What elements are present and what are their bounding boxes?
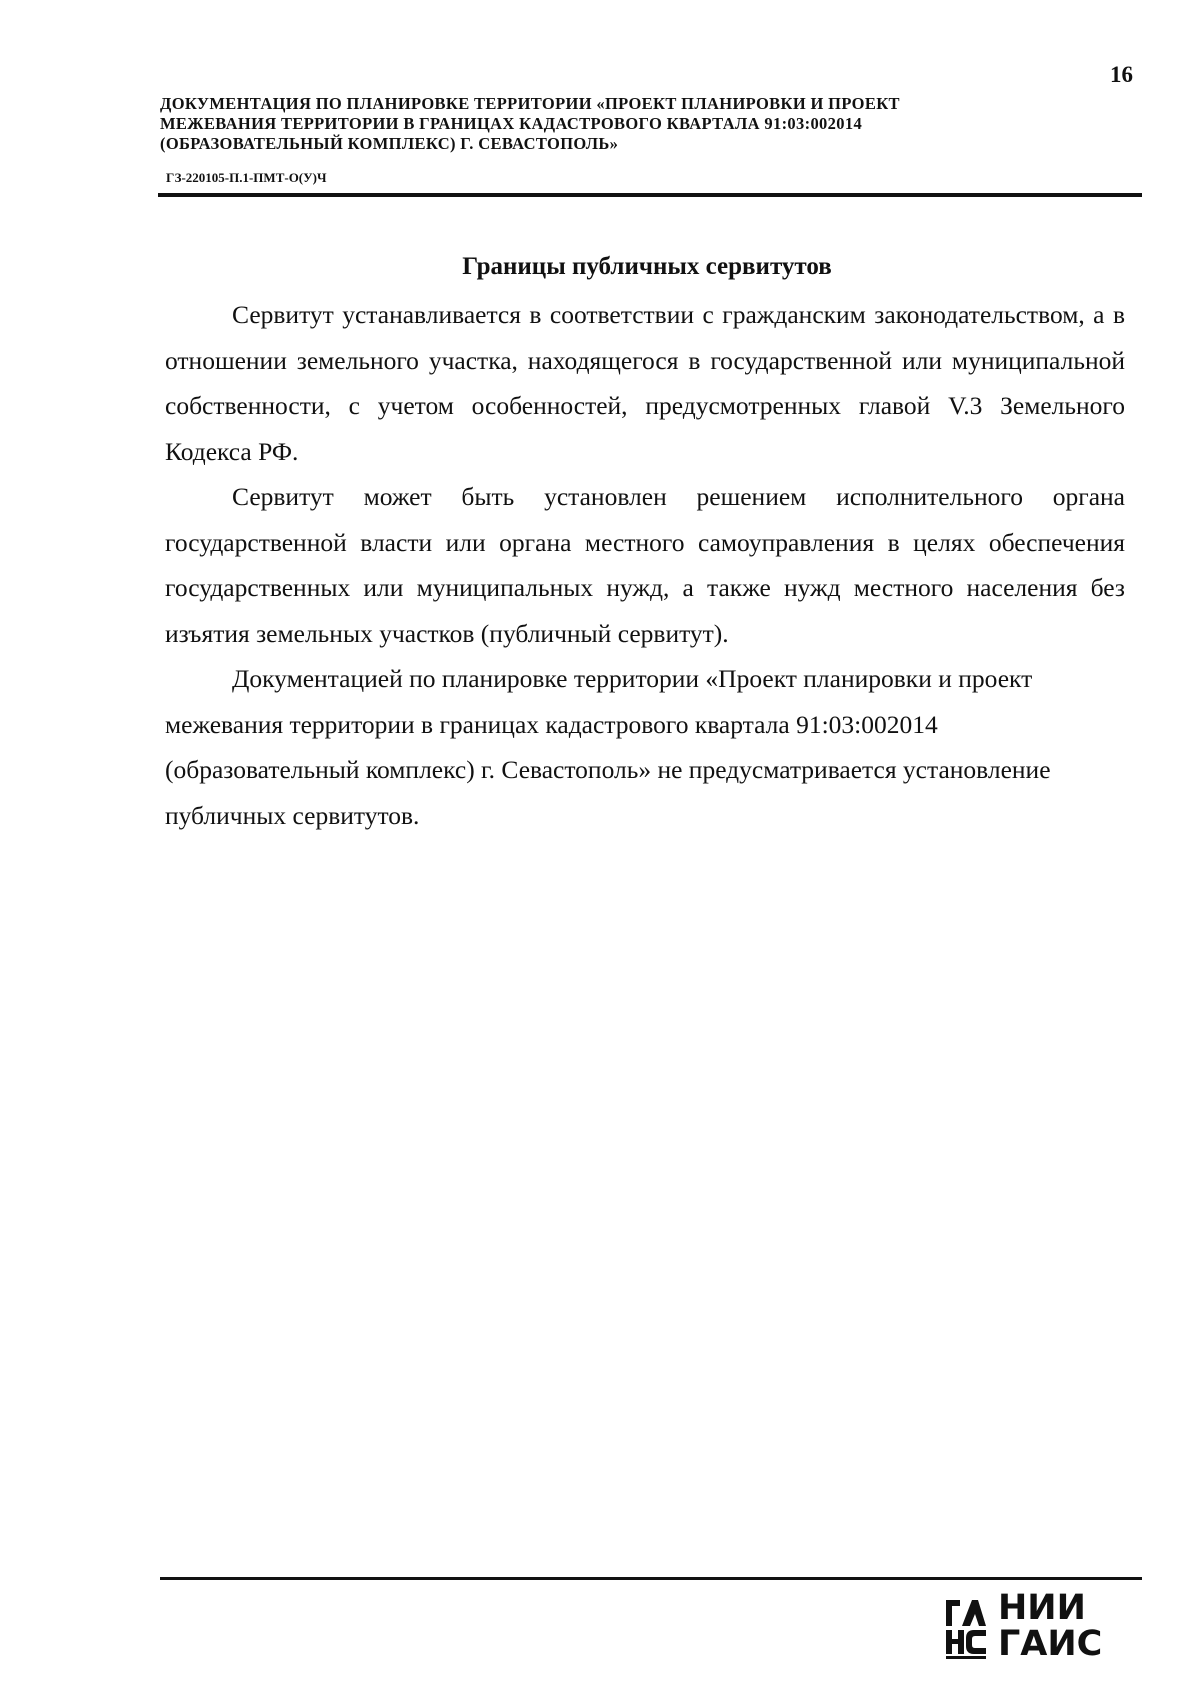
footer-divider: [160, 1577, 1142, 1580]
paragraph: Сервитут устанавливается в соответствии с гражданским законодательством, а в отношении земельного участка, находящегося в государственной или муниципальной собственности, с учетом особенностей, предусмотренных главой V.3 Земельного Кодекса РФ.: [165, 300, 1125, 466]
header-line-3: (ОБРАЗОВАТЕЛЬНЫЙ КОМПЛЕКС) Г. СЕВАСТОПОЛЬ»: [160, 134, 619, 153]
niigais-logo-mark-icon: [944, 1596, 988, 1660]
paragraph: Документацией по планировке территории «Проект планировки и проект межевания территории в границах кадастрового квартала 91:03:002014 (образовательный комплекс) г. Севастополь» не предусматривается установление публичных сервитутов.: [165, 664, 1051, 830]
logo-line-2: ГАИС: [998, 1624, 1103, 1664]
document-code: ГЗ-220105-П.1-ПМТ-О(У)Ч: [166, 170, 327, 185]
logo-wordmark: [998, 1590, 1102, 1662]
logo-line-1: НИИ: [998, 1588, 1086, 1628]
document-header: [160, 94, 1120, 154]
header-divider: [158, 193, 1142, 197]
header-line-1: ДОКУМЕНТАЦИЯ ПО ПЛАНИРОВКЕ ТЕРРИТОРИИ «ПРОЕКТ ПЛАНИРОВКИ И ПРОЕКТ: [160, 94, 900, 113]
niigais-logo: [944, 1590, 1124, 1670]
header-line-2: МЕЖЕВАНИЯ ТЕРРИТОРИИ В ГРАНИЦАХ КАДАСТРОВОГО КВАРТАЛА 91:03:002014: [160, 114, 863, 133]
paragraph: Сервитут может быть установлен решением исполнительного органа государственной власти или органа местного самоуправления в целях обеспечения государственных или муниципальных нужд, а также нужд местного населения без изъятия земельных участков (публичный сервитут).: [165, 482, 1125, 648]
body-text: [165, 292, 1125, 838]
section-title: Границы публичных сервитутов: [462, 253, 832, 280]
page-number: 16: [1110, 62, 1133, 87]
